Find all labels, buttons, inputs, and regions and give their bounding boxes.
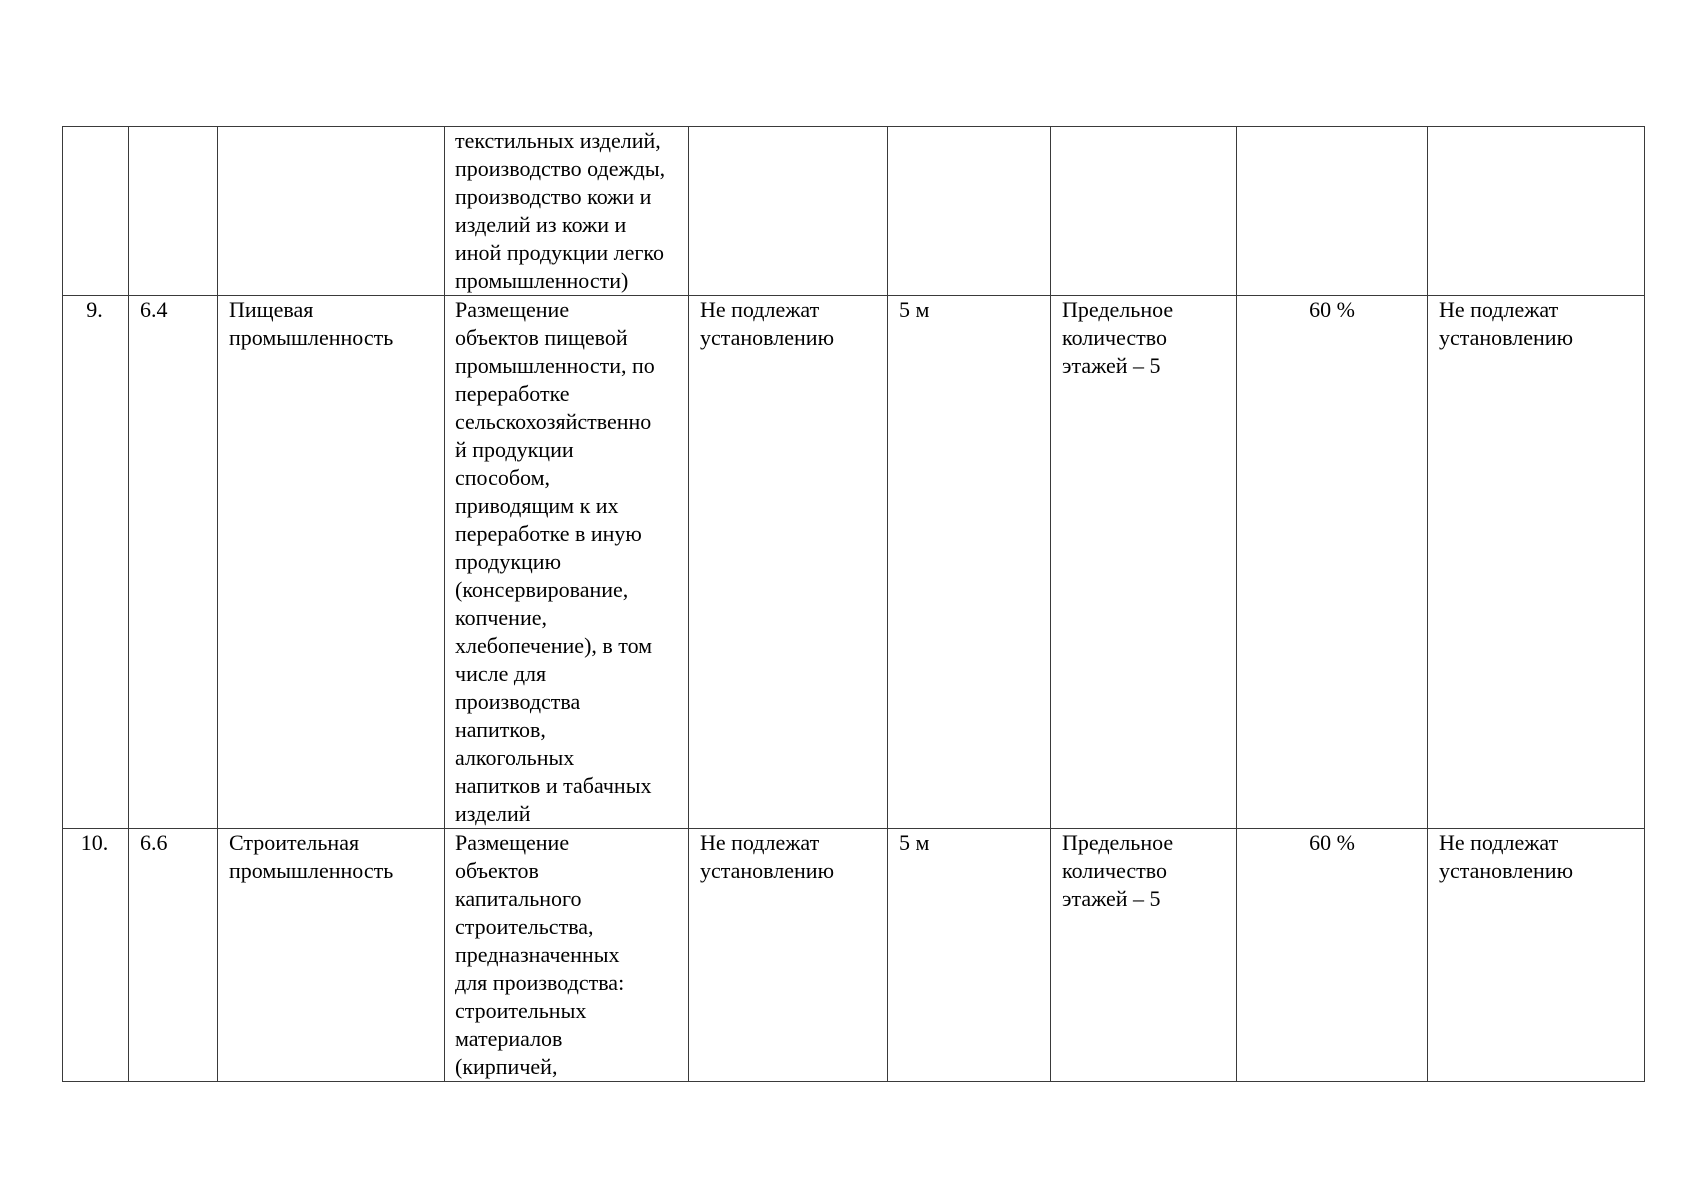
name-cell: Пищевая промышленность — [218, 296, 445, 829]
other-params-cell — [1428, 127, 1645, 296]
description-cell: Размещение объектов пищевой промышленности, по переработке сельскохозяйственно й продукции способом, приводящим к их переработке в иную продукцию (консервирование, копчение, хлебопечение), в том числе для производства напитков, алкогольных напитков и табачных изделий — [445, 296, 689, 829]
max-floors-cell: Предельное количество этажей – 5 — [1051, 829, 1237, 1082]
row-number-cell: 9. — [63, 296, 129, 829]
setback-cell: 5 м — [888, 296, 1051, 829]
coverage-cell — [1237, 127, 1428, 296]
code-cell — [129, 127, 218, 296]
max-floors-cell — [1051, 127, 1237, 296]
description-cell: текстильных изделий, производство одежды, производство кожи и изделий из кожи и иной продукции легко промышленности) — [445, 127, 689, 296]
row-number-cell — [63, 127, 129, 296]
min-plot-size-cell: Не подлежат установлению — [689, 829, 888, 1082]
row-number-cell: 10. — [63, 829, 129, 1082]
name-cell: Строительная промышленность — [218, 829, 445, 1082]
max-floors-cell: Предельное количество этажей – 5 — [1051, 296, 1237, 829]
coverage-cell: 60 % — [1237, 829, 1428, 1082]
other-params-cell: Не подлежат установлению — [1428, 829, 1645, 1082]
min-plot-size-cell — [689, 127, 888, 296]
table-row — [63, 127, 1645, 296]
min-plot-size-cell: Не подлежат установлению — [689, 296, 888, 829]
code-cell: 6.6 — [129, 829, 218, 1082]
setback-cell: 5 м — [888, 829, 1051, 1082]
table-row — [63, 829, 1645, 1082]
coverage-cell: 60 % — [1237, 296, 1428, 829]
setback-cell — [888, 127, 1051, 296]
code-cell: 6.4 — [129, 296, 218, 829]
table-row — [63, 296, 1645, 829]
land-use-table — [62, 126, 1645, 1082]
description-cell: Размещение объектов капитального строительства, предназначенных для производства: строительных материалов (кирпичей, — [445, 829, 689, 1082]
name-cell — [218, 127, 445, 296]
other-params-cell: Не подлежат установлению — [1428, 296, 1645, 829]
